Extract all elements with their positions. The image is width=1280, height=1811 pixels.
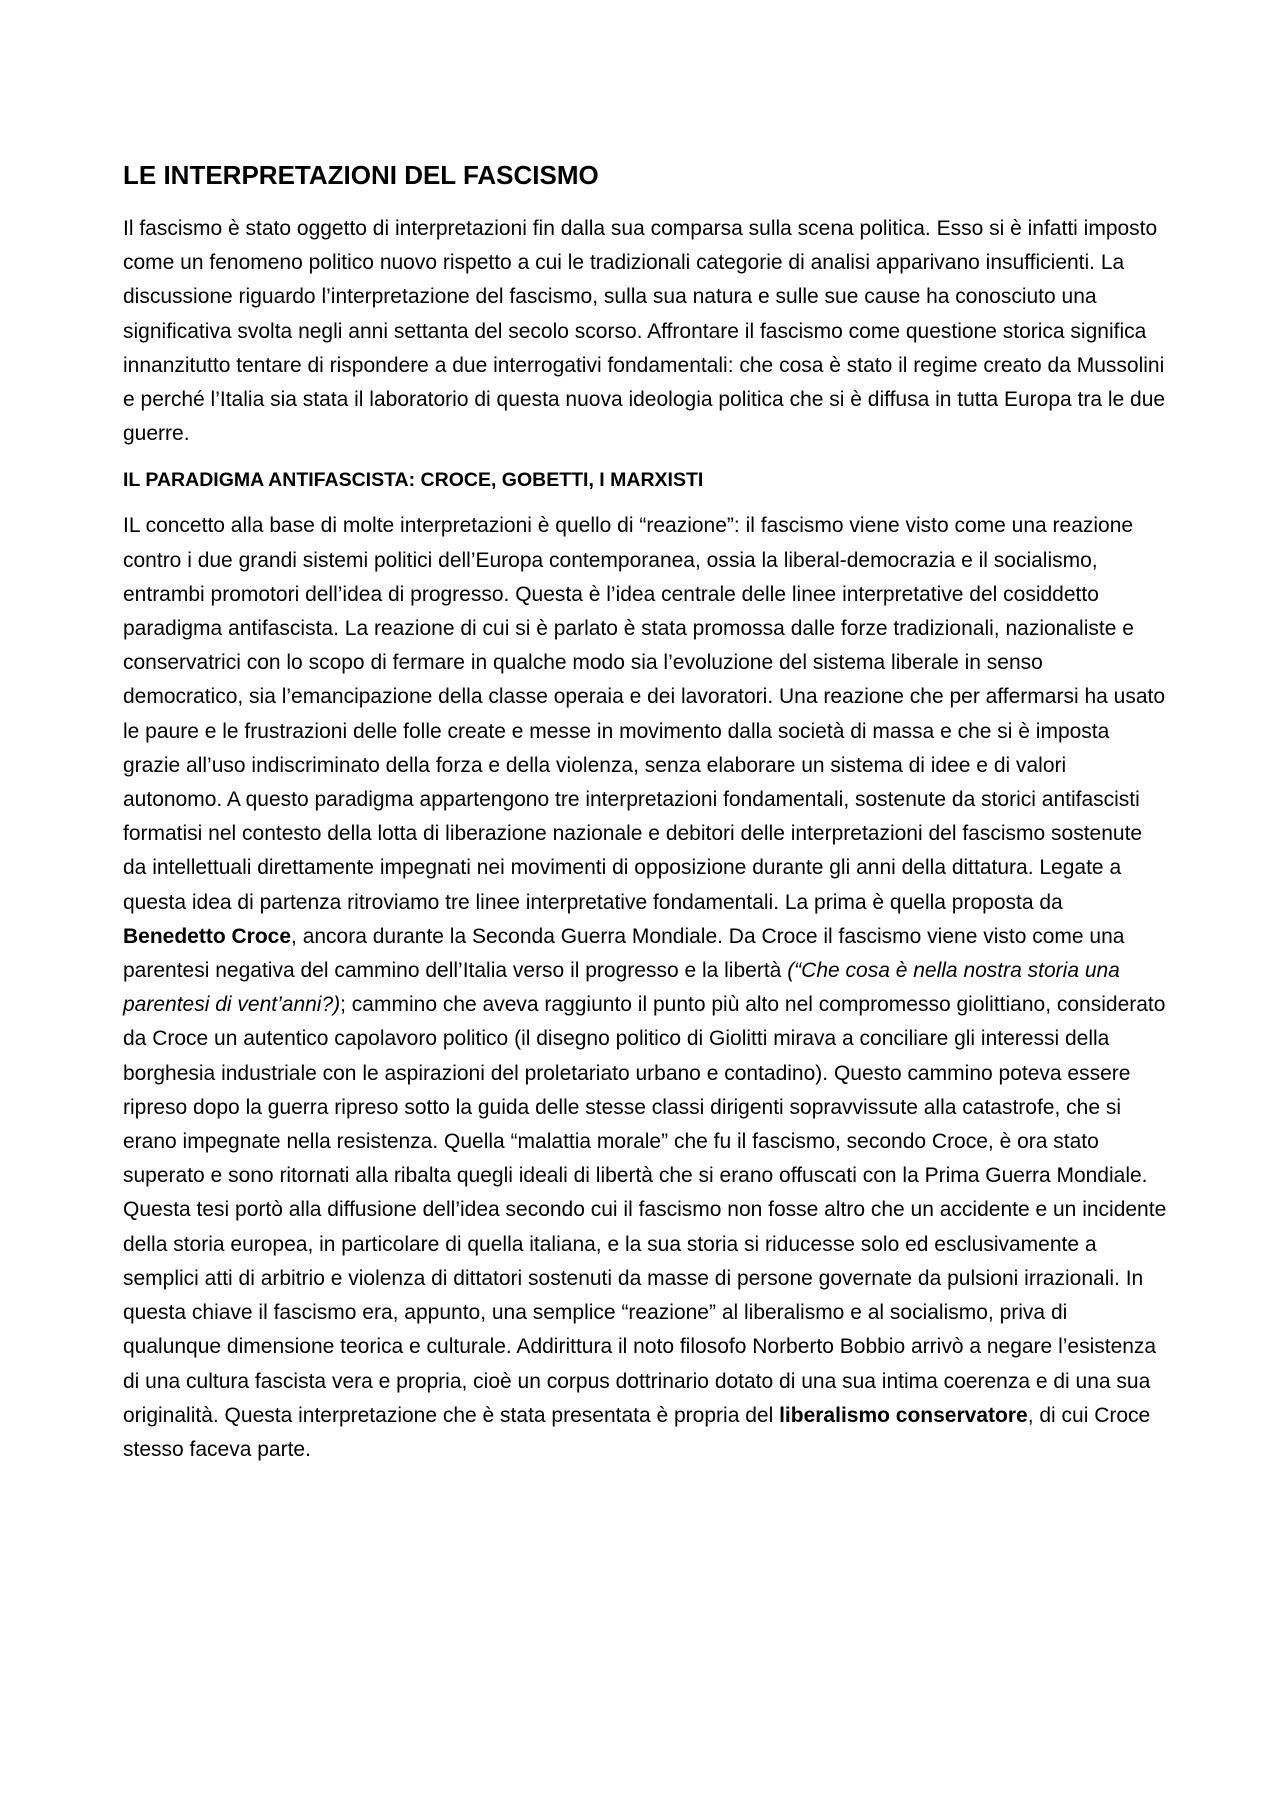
body-paragraph [123,509,1168,1467]
body-text-part2: , ancora durante la Seconda Guerra Mondiale. Da Croce il fascismo viene visto come una parentesi negativa del cammino dell’Italia verso il progresso e la libertà [123,924,1125,983]
bold-liberalismo-conservatore: liberalismo conservatore [779,1403,1028,1427]
italic-quote: (“Che cosa è nella nostra storia una parentesi di vent’anni?) [123,959,1120,1017]
intro-paragraph: Il fascismo è stato oggetto di interpretazioni fin dalla sua comparsa sulla scena politica. Esso si è infatti imposto come un fenomeno politico nuovo rispetto a cui le tradizionali categorie di analisi apparivano insufficienti. La discussione riguardo l’interpretazione del fascismo, sulla sua natura e sulle sue cause ha conosciuto una significativa svolta negli anni settanta del secolo scorso. Affrontare il fascismo come questione storica significa innanzitutto tentare di rispondere a due interrogativi fondamentali: che cosa è stato il regime creato da Mussolini e perché l’Italia sia stata il laboratorio di questa nuova ideologia politica che si è diffusa in tutta Europa tra le due guerre. [123,217,1166,446]
document-title: LE INTERPRETAZIONI DEL FASCISMO [123,160,599,190]
bold-benedetto-croce: Benedetto Croce [123,924,292,948]
section-heading: IL PARADIGMA ANTIFASCISTA: CROCE, GOBETTI, I MARXISTI [123,469,704,492]
body-text-part4: , di cui Croce stesso faceva parte. [123,1403,1151,1461]
body-text-part1: IL concetto alla base di molte interpretazioni è quello di “reazione”: il fascismo viene visto come una reazione contro i due grandi sistemi politici dell’Europa contemporanea, ossia la liberal-democrazia e il socialismo, entrambi promotori dell’idea di progresso. Questa è l’idea centrale delle linee interpretative del cosiddetto paradigma antifascista. La reazione di cui si è parlato è stata promossa dalle forze tradizionali, nazionaliste e conservatrici con lo scopo di fermare in qualche modo sia l’evoluzione del sistema liberale in senso democratico, sia l’emancipazione della classe operaia e dei lavoratori. Una reazione che per affermarsi ha usato le paure e le frustrazioni delle folle create e messe in movimento dalla società di massa e che si è imposta grazie all’uso indiscriminato della forza e della violenza, senza elaborare un sistema di idee e di valori autonomo. A questo paradigma appartengono tre interpretazioni fondamentali, sostenute da storici antifascisti formatisi nel contesto della lotta di liberazione nazionale e debitori delle interpretazioni del fascismo sostenute da intellettuali direttamente impegnati nei movimenti di opposizione durante gli anni della dittatura. Legate a questa idea di partenza ritroviamo tre linee interpretative fondamentali. La prima è quella proposta da [123,514,1166,914]
body-text-part3: ; cammino che aveva raggiunto il punto più alto nel compromesso giolittiano, considerato da Croce un autentico capolavoro politico (il disegno politico di Giolitti mirava a conciliare gli interessi della borghesia industriale con le aspirazioni del proletariato urbano e contadino). Questo cammino poteva essere ripreso dopo la guerra ripreso sotto la guida delle stesse classi dirigenti sopravvissute alla catastrofe, che si erano impegnate nella resistenza. Quella “malattia morale” che fu il fascismo, secondo Croce, è ora stato superato e sono ritornati alla ribalta quegli ideali di libertà che si erano offuscati con la Prima Guerra Mondiale. Questa tesi portò alla diffusione dell’idea secondo cui il fascismo non fosse altro che un accidente e un incidente della storia europea, in particolare di quella italiana, e la sua storia si riducesse solo ed esclusivamente a semplici atti di arbitrio e violenza di dittatori sostenuti da masse di persone governate da pulsioni irrazionali. In questa chiave il fascismo era, appunto, una semplice “reazione” al liberalismo e al socialismo, priva di qualunque dimensione teorica e culturale. Addirittura il noto filosofo Norberto Bobbio arrivò a negare l’esistenza di una cultura fascista vera e propria, cioè un corpus dottrinario dotato di una sua intima coerenza e di una sua originalità. Questa interpretazione che è stata presentata è propria del [123,993,1167,1427]
document-page [123,158,1168,1467]
